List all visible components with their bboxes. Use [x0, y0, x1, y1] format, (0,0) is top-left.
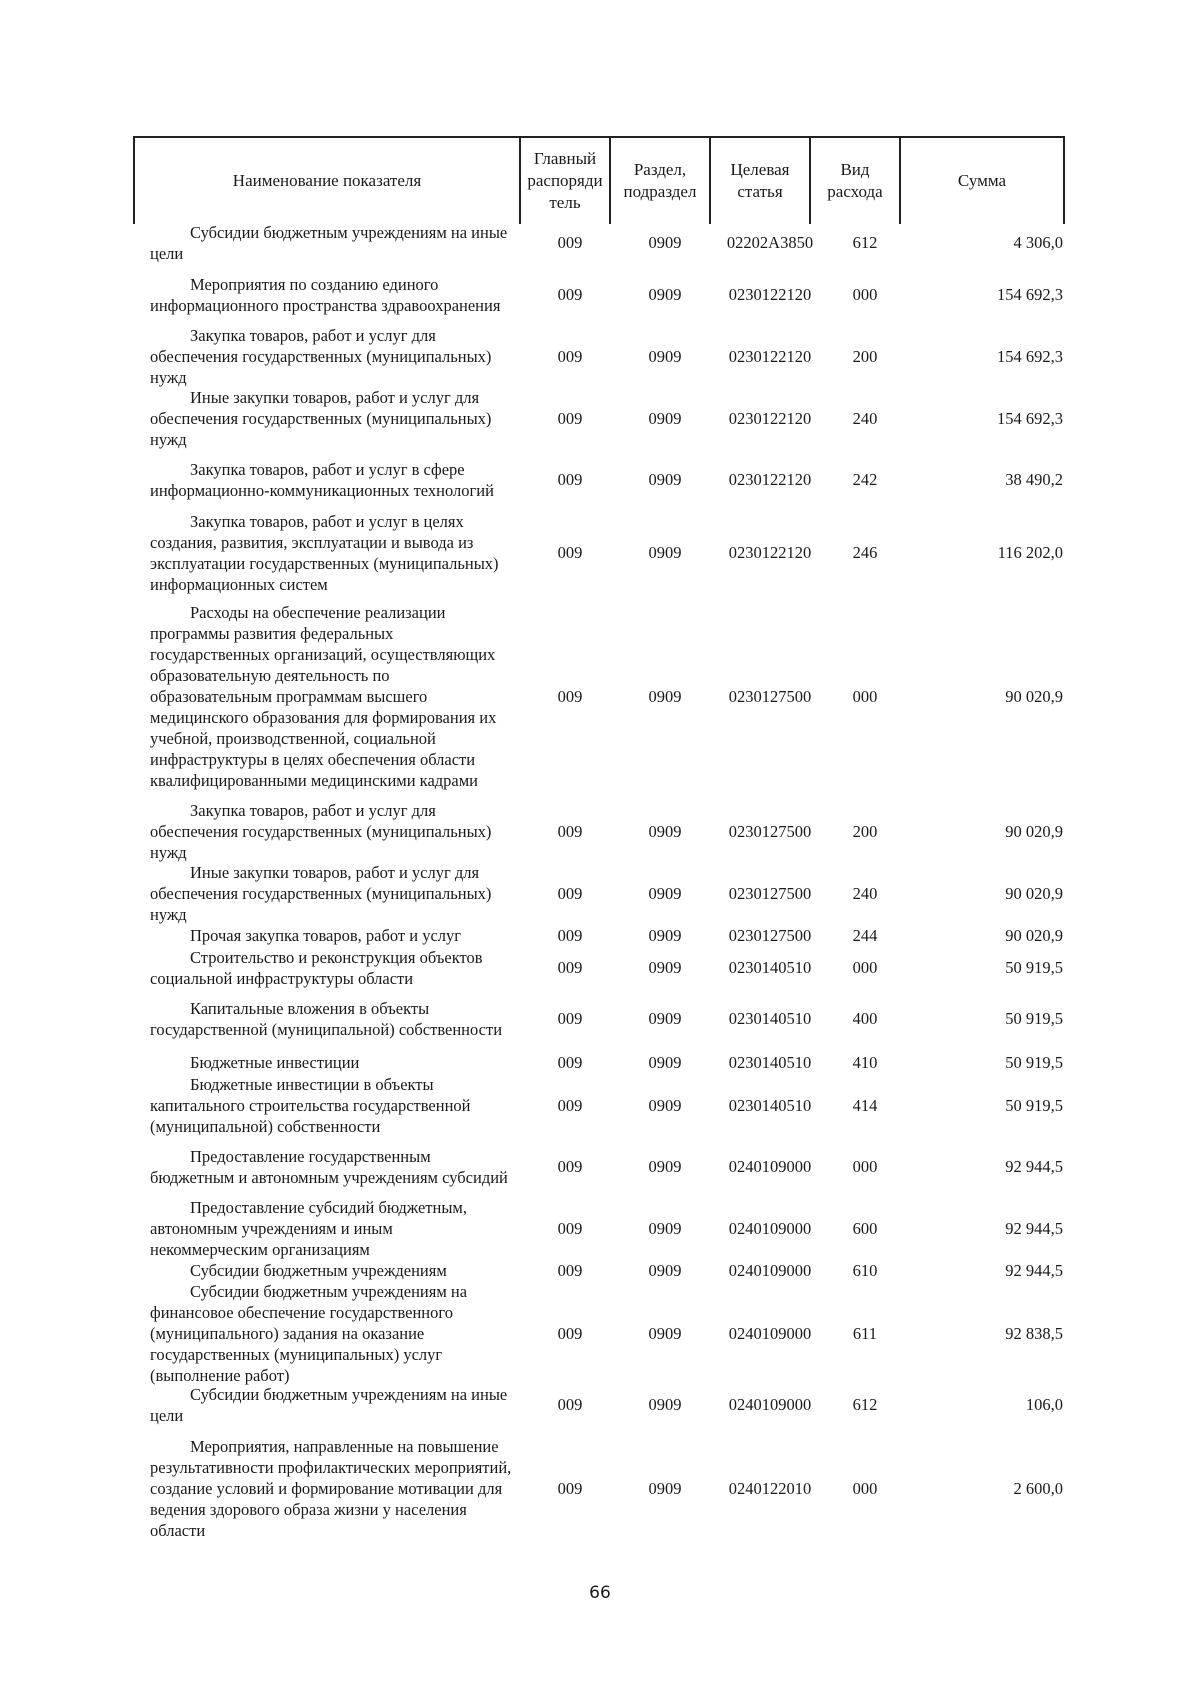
header-glav-line1: Главный [533, 149, 597, 168]
row-razdel: 0909 [648, 1219, 682, 1238]
row-glav: 009 [557, 1219, 583, 1238]
row-celevaya: 0230140510 [728, 958, 812, 977]
row-celevaya: 0230127500 [728, 884, 812, 903]
row-razdel: 0909 [648, 1395, 682, 1414]
row-name: Предоставление государственным бюджетным и автономным учреждениям субсидий [150, 1147, 508, 1187]
row-summa: 50 919,5 [1005, 1096, 1063, 1115]
header-razdel [609, 138, 709, 224]
row-summa: 50 919,5 [1005, 958, 1063, 977]
row-vid: 244 [852, 926, 878, 945]
row-summa: 154 692,3 [997, 347, 1063, 366]
row-vid: 240 [852, 409, 878, 428]
row-glav: 009 [557, 347, 583, 366]
row-vid: 410 [852, 1053, 878, 1072]
header-celevaya [709, 138, 809, 224]
row-razdel: 0909 [648, 1479, 682, 1498]
row-vid: 414 [852, 1096, 878, 1115]
row-celevaya: 0230140510 [728, 1096, 812, 1115]
row-summa: 116 202,0 [997, 543, 1063, 562]
row-name: Бюджетные инвестиции в объекты капитального строительства государственной (муниципальной) собственности [150, 1075, 471, 1136]
row-glav: 009 [557, 285, 583, 304]
row-name: Строительство и реконструкция объектов социальной инфраструктуры области [150, 948, 483, 988]
row-celevaya: 0230140510 [728, 1053, 812, 1072]
header-vid [809, 138, 899, 224]
header-summa [899, 138, 1065, 224]
row-celevaya: 0240109000 [728, 1324, 812, 1343]
row-summa: 4 306,0 [1013, 233, 1063, 252]
row-name: Мероприятия, направленные на повышение результативности профилактических мероприятий, создание условий и формирование мотивации для ведения здорового образа жизни у населения области [150, 1437, 512, 1540]
row-name: Капитальные вложения в объекты государственной (муниципальной) собственности [150, 999, 503, 1039]
row-celevaya: 0230127500 [728, 687, 812, 706]
row-razdel: 0909 [648, 1324, 682, 1343]
row-name: Закупка товаров, работ и услуг для обеспечения государственных (муниципальных) нужд [150, 801, 492, 862]
row-celevaya: 0240122010 [728, 1479, 812, 1498]
row-glav: 009 [557, 687, 583, 706]
table-header [133, 136, 1065, 224]
row-vid: 246 [852, 543, 878, 562]
row-razdel: 0909 [648, 1053, 682, 1072]
row-celevaya: 0230127500 [728, 926, 812, 945]
row-razdel: 0909 [648, 958, 682, 977]
row-summa: 50 919,5 [1005, 1053, 1063, 1072]
row-celevaya: 0230122120 [728, 470, 812, 489]
row-name: Мероприятия по созданию единого информационного пространства здравоохранения [150, 275, 501, 315]
row-razdel: 0909 [648, 1009, 682, 1028]
row-summa: 90 020,9 [1005, 822, 1063, 841]
row-vid: 000 [852, 687, 878, 706]
row-glav: 009 [557, 1096, 583, 1115]
row-razdel: 0909 [648, 1096, 682, 1115]
header-vid-line1: Вид [840, 160, 870, 179]
row-summa: 92 944,5 [1005, 1219, 1063, 1238]
row-celevaya: 0240109000 [728, 1261, 812, 1280]
row-razdel: 0909 [648, 926, 682, 945]
row-summa: 50 919,5 [1005, 1009, 1063, 1028]
row-summa: 90 020,9 [1005, 926, 1063, 945]
row-glav: 009 [557, 1157, 583, 1176]
row-name: Закупка товаров, работ и услуг в целях создания, развития, эксплуатации и вывода из эксплуатации государственных (муниципальных) информационных систем [150, 512, 499, 594]
header-vid-line2: расхода [827, 182, 883, 201]
row-glav: 009 [557, 926, 583, 945]
row-glav: 009 [557, 1053, 583, 1072]
row-name: Иные закупки товаров, работ и услуг для обеспечения государственных (муниципальных) нужд [150, 863, 492, 924]
row-celevaya: 0230122120 [728, 543, 812, 562]
row-glav: 009 [557, 233, 583, 252]
row-summa: 90 020,9 [1005, 884, 1063, 903]
row-glav: 009 [557, 543, 583, 562]
row-razdel: 0909 [648, 233, 682, 252]
header-name-label: Наименование показателя [232, 171, 422, 190]
row-razdel: 0909 [648, 409, 682, 428]
row-name: Иные закупки товаров, работ и услуг для обеспечения государственных (муниципальных) нужд [150, 388, 492, 449]
row-razdel: 0909 [648, 884, 682, 903]
row-razdel: 0909 [648, 1157, 682, 1176]
row-name: Расходы на обеспечение реализации программы развития федеральных государственных организаций, осуществляющих образовательную деятельность по образовательным программам высшего медицинского образования для формирования их учебной, производственной, социальной инфраструктуры в целях обеспечения области квалифицированными медицинскими кадрами [150, 603, 497, 790]
row-celevaya: 0240109000 [728, 1219, 812, 1238]
row-glav: 009 [557, 884, 583, 903]
row-vid: 242 [852, 470, 878, 489]
row-summa: 92 944,5 [1005, 1261, 1063, 1280]
row-name: Прочая закупка товаров, работ и услуг [190, 926, 462, 945]
row-glav: 009 [557, 1324, 583, 1343]
row-name: Закупка товаров, работ и услуг для обеспечения государственных (муниципальных) нужд [150, 326, 492, 387]
row-razdel: 0909 [648, 1261, 682, 1280]
row-razdel: 0909 [648, 347, 682, 366]
row-vid: 000 [852, 1479, 878, 1498]
header-celevaya-line2: статья [737, 182, 783, 201]
row-summa: 90 020,9 [1005, 687, 1063, 706]
row-razdel: 0909 [648, 543, 682, 562]
row-summa: 154 692,3 [997, 409, 1063, 428]
row-razdel: 0909 [648, 285, 682, 304]
row-celevaya: 0240109000 [728, 1395, 812, 1414]
row-name: Бюджетные инвестиции [190, 1053, 360, 1072]
row-glav: 009 [557, 1395, 583, 1414]
header-name [133, 138, 519, 224]
row-name: Закупка товаров, работ и услуг в сфере информационно-коммуникационных технологий [150, 460, 494, 500]
row-vid: 610 [852, 1261, 878, 1280]
row-name: Субсидии бюджетным учреждениям на иные цели [150, 223, 508, 263]
row-glav: 009 [557, 470, 583, 489]
row-razdel: 0909 [648, 687, 682, 706]
header-razdel-line1: Раздел, [633, 160, 687, 179]
row-name: Субсидии бюджетным учреждениям на иные цели [150, 1385, 508, 1425]
row-celevaya: 02202A3850 [726, 233, 814, 252]
row-name: Предоставление субсидий бюджетным, автономным учреждениям и иным некоммерческим организациям [150, 1198, 467, 1259]
row-summa: 38 490,2 [1005, 470, 1063, 489]
row-vid: 200 [852, 347, 878, 366]
header-glav [519, 138, 609, 224]
row-razdel: 0909 [648, 822, 682, 841]
row-glav: 009 [557, 1261, 583, 1280]
header-glav-line3: тель [549, 193, 581, 212]
header-summa-label: Сумма [957, 171, 1007, 190]
row-glav: 009 [557, 1009, 583, 1028]
row-glav: 009 [557, 822, 583, 841]
row-summa: 92 944,5 [1005, 1157, 1063, 1176]
row-celevaya: 0230122120 [728, 409, 812, 428]
row-celevaya: 0230140510 [728, 1009, 812, 1028]
row-vid: 611 [852, 1324, 878, 1343]
row-celevaya: 0240109000 [728, 1157, 812, 1176]
row-celevaya: 0230122120 [728, 285, 812, 304]
row-vid: 000 [852, 958, 878, 977]
header-glav-line2: распоряди [527, 171, 603, 190]
row-name: Субсидии бюджетным учреждениям [190, 1261, 447, 1280]
row-summa: 106,0 [1025, 1395, 1063, 1414]
page-number: 66 [589, 1583, 611, 1603]
row-vid: 000 [852, 285, 878, 304]
row-vid: 612 [852, 1395, 878, 1414]
header-razdel-line2: подраздел [623, 182, 697, 201]
row-celevaya: 0230127500 [728, 822, 812, 841]
row-vid: 400 [852, 1009, 878, 1028]
row-glav: 009 [557, 1479, 583, 1498]
row-glav: 009 [557, 958, 583, 977]
row-summa: 92 838,5 [1005, 1324, 1063, 1343]
row-vid: 600 [852, 1219, 878, 1238]
row-vid: 000 [852, 1157, 878, 1176]
row-name: Субсидии бюджетным учреждениям на финансовое обеспечение государственного (муниципального) задания на оказание государственных (муниципальных) услуг (выполнение работ) [150, 1282, 468, 1385]
row-summa: 2 600,0 [1013, 1479, 1063, 1498]
row-glav: 009 [557, 409, 583, 428]
row-vid: 200 [852, 822, 878, 841]
row-vid: 612 [852, 233, 878, 252]
row-celevaya: 0230122120 [728, 347, 812, 366]
row-vid: 240 [852, 884, 878, 903]
row-razdel: 0909 [648, 470, 682, 489]
row-summa: 154 692,3 [997, 285, 1063, 304]
header-celevaya-line1: Целевая [730, 160, 790, 179]
